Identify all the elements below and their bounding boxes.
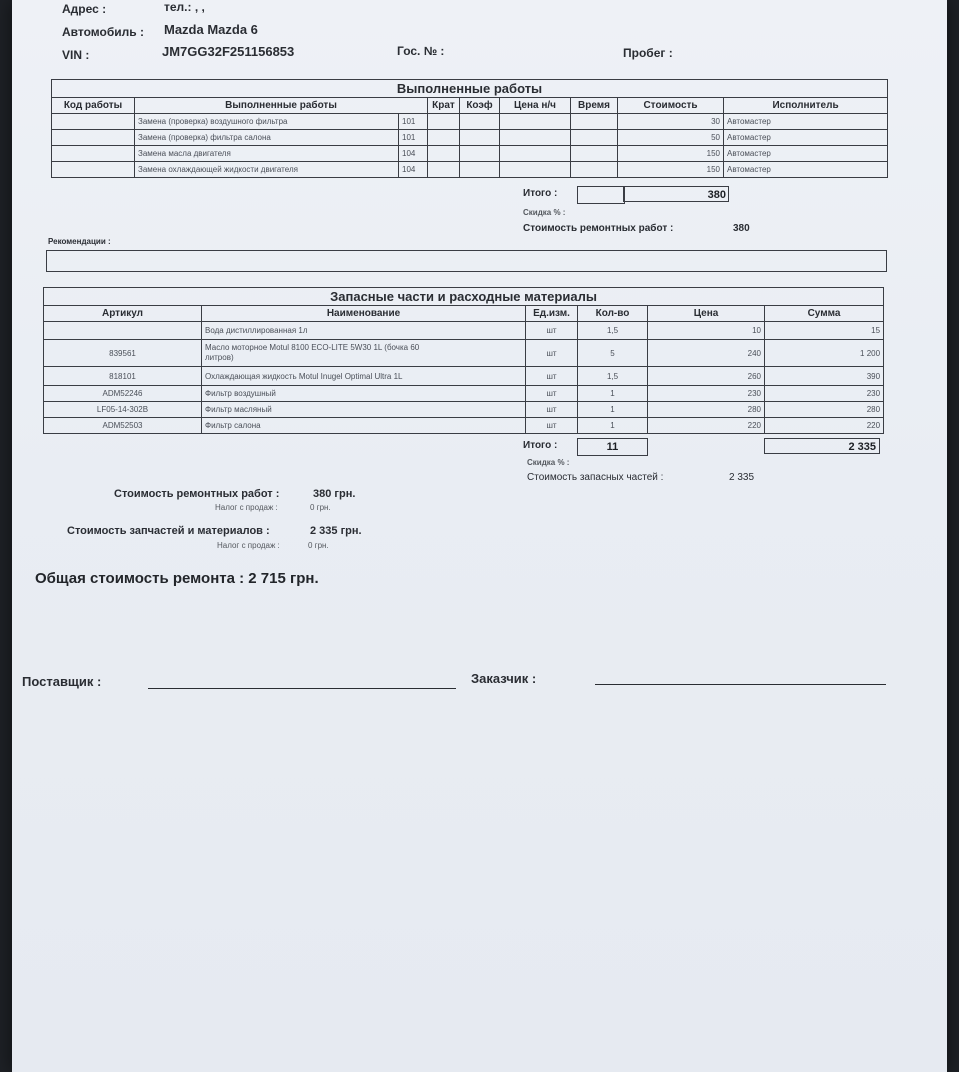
parts-table — [43, 287, 884, 434]
table-row: 839561 Масло моторное Motul 8100 ECO-LITE 5W30 1L (бочка 60 литров) шт 5 240 1 200 — [44, 340, 884, 367]
table-row: ADM52246 Фильтр воздушный шт 1 230 230 — [44, 386, 884, 402]
parts-title: Запасные части и расходные материалы — [44, 288, 884, 306]
col-qty: Кол-во — [578, 306, 648, 322]
works-title: Выполненные работы — [52, 80, 888, 98]
parts-total-label: Итого : — [523, 440, 558, 451]
works-total-label: Итого : — [523, 188, 558, 199]
col-price-hour: Цена н/ч — [500, 98, 571, 114]
summary-tax2-label: Налог с продаж : — [217, 541, 280, 550]
grand-total: Общая стоимость ремонта : 2 715 грн. — [35, 570, 319, 587]
summary-parts-label: Стоимость запчастей и материалов : — [67, 525, 270, 537]
summary-works-value: 380 грн. — [313, 488, 356, 500]
parts-discount-label: Скидка % : — [527, 458, 570, 467]
col-price: Цена — [648, 306, 765, 322]
works-total-box — [577, 186, 625, 204]
vin-value: JM7GG32F251156853 — [162, 44, 295, 59]
col-sum: Сумма — [765, 306, 884, 322]
vin-label: VIN : — [62, 48, 90, 62]
table-row: Замена масла двигателя 104 150 Автомастер — [52, 146, 888, 162]
works-discount-label: Скидка % : — [523, 208, 566, 217]
supplier-label: Поставщик : — [22, 674, 102, 689]
mileage-label: Пробег : — [623, 46, 673, 60]
works-cost-label: Стоимость ремонтных работ : — [523, 223, 674, 234]
col-unit: Ед.изм. — [526, 306, 578, 322]
col-krat: Крат — [428, 98, 460, 114]
customer-label: Заказчик : — [471, 671, 537, 686]
table-row: Замена (проверка) фильтра салона 101 50 Автомастер — [52, 130, 888, 146]
works-header-row — [52, 98, 888, 114]
col-executor: Исполнитель — [724, 98, 888, 114]
col-name: Наименование — [202, 306, 526, 322]
col-work: Выполненные работы — [135, 98, 428, 114]
supplier-signature-line — [148, 688, 456, 689]
summary-tax2-value: 0 грн. — [308, 541, 329, 550]
recommendations-label: Рекомендации : — [48, 237, 111, 246]
recommendations-box — [46, 250, 887, 272]
col-cost: Стоимость — [618, 98, 724, 114]
parts-total-sum: 2 335 — [764, 438, 880, 454]
table-row: Вода дистиллированная 1л шт 1,5 10 15 — [44, 322, 884, 340]
summary-tax1-value: 0 грн. — [310, 503, 331, 512]
works-cost-value: 380 — [733, 223, 750, 234]
summary-parts-value: 2 335 грн. — [310, 525, 362, 537]
col-koef: Коэф — [460, 98, 500, 114]
customer-signature-line — [595, 684, 886, 685]
summary-works-label: Стоимость ремонтных работ : — [114, 488, 280, 500]
car-label: Автомобиль : — [62, 25, 144, 39]
col-time: Время — [571, 98, 618, 114]
works-total-value: 380 — [623, 186, 729, 202]
plate-label: Гос. № : — [397, 44, 445, 58]
parts-total-qty: 11 — [577, 438, 648, 456]
parts-cost-value: 2 335 — [729, 472, 755, 483]
parts-header-row — [44, 306, 884, 322]
table-row: LF05-14-302B Фильтр масляный шт 1 280 280 — [44, 402, 884, 418]
summary-tax1-label: Налог с продаж : — [215, 503, 278, 512]
works-table — [51, 79, 888, 178]
car-value: Mazda Mazda 6 — [164, 22, 258, 37]
col-article: Артикул — [44, 306, 202, 322]
table-row: 818101 Охлаждающая жидкость Motul Inugel Optimal Ultra 1L шт 1,5 260 390 — [44, 367, 884, 386]
col-code: Код работы — [52, 98, 135, 114]
table-row: ADM52503 Фильтр салона шт 1 220 220 — [44, 418, 884, 434]
table-row: Замена охлаждающей жидкости двигателя 104 150 Автомастер — [52, 162, 888, 178]
phone-text: тел.: , , — [164, 0, 205, 14]
parts-cost-label: Стоимость запасных частей : — [527, 472, 664, 483]
table-row: Замена (проверка) воздушного фильтра 101 30 Автомастер — [52, 114, 888, 130]
invoice-paper — [12, 0, 947, 1072]
address-label: Адрес : — [62, 2, 107, 16]
